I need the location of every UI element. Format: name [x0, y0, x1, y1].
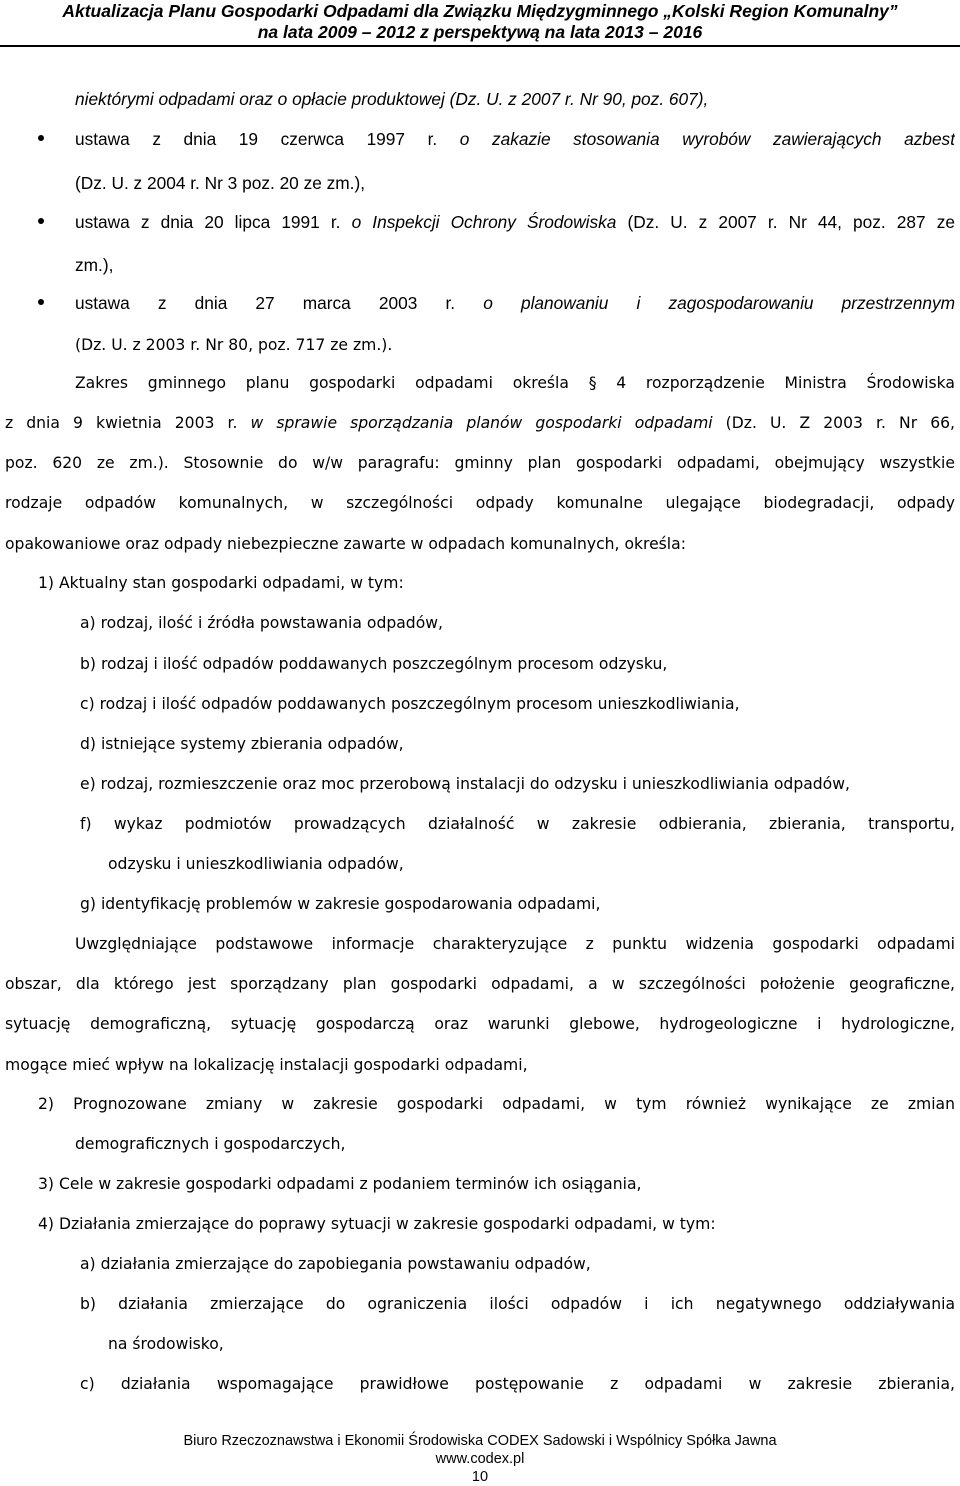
header-title-line1: Aktualizacja Planu Gospodarki Odpadami dla Związku Międzygminnego „Kolski Region Komunalny” [62, 1, 898, 21]
text-line: (Dz. U. z 2003 r. Nr 80, poz. 717 ze zm.). [75, 336, 393, 354]
paragraph-line: Zakres gminnego planu gospodarki odpadami określa § 4 rozporządzenie Ministra Środowiska [75, 374, 955, 392]
numbered-item: 3) Cele w zakresie gospodarki odpadami z podaniem terminów ich osiągania, [38, 1175, 642, 1193]
sub-item: g) identyfikację problemów w zakresie gospodarowania odpadami, [80, 895, 601, 913]
sub-item: a) działania zmierzające do zapobiegania powstawaniu odpadów, [80, 1255, 591, 1273]
paragraph-line: opakowaniowe oraz odpady niebezpieczne zawarte w odpadach komunalnych, określa: [5, 535, 686, 553]
paragraph-line: Uwzględniające podstawowe informacje charakteryzujące z punktu widzenia gospodarki odpadami [75, 935, 955, 953]
footer-company: Biuro Rzeczoznawstwa i Ekonomii Środowiska CODEX Sadowski i Wspólnicy Spółka Jawna [183, 1433, 777, 1449]
sub-item: c) działania wspomagające prawidłowe postępowanie z odpadami w zakresie zbierania, [80, 1375, 955, 1393]
numbered-item: 2) Prognozowane zmiany w zakresie gospodarki odpadami, w tym również wynikające ze zmian [38, 1095, 955, 1113]
sub-item: f) wykaz podmiotów prowadzących działalność w zakresie odbierania, zbierania, transportu, [80, 815, 955, 833]
paragraph-line: sytuację demograficzną, sytuację gospodarczą oraz warunki glebowe, hydrogeologiczne i hydrologiczne, [5, 1015, 955, 1033]
list-item: ustawa z dnia 19 czerwca 1997 r. o zakazie stosowania wyrobów zawierających azbest [75, 129, 955, 149]
sub-item-continuation: na środowisko, [108, 1335, 224, 1353]
text-line: niektórymi odpadami oraz o opłacie produktowej (Dz. U. z 2007 r. Nr 90, poz. 607), [75, 89, 709, 109]
header-rule [0, 45, 960, 47]
sub-item-continuation: odzysku i unieszkodliwiania odpadów, [108, 855, 404, 873]
paragraph-line: obszar, dla którego jest sporządzany plan gospodarki odpadami, a w szczególności położenie geograficzne, [5, 975, 955, 993]
sub-item: b) rodzaj i ilość odpadów poddawanych poszczególnym procesom odzysku, [80, 655, 668, 673]
list-item: ustawa z dnia 27 marca 2003 r. o planowaniu i zagospodarowaniu przestrzennym [75, 293, 955, 313]
paragraph-line: mogące mieć wpływ na lokalizację instalacji gospodarki odpadami, [5, 1056, 528, 1074]
text-line: (Dz. U. z 2004 r. Nr 3 poz. 20 ze zm.), [75, 173, 366, 193]
sub-item: e) rodzaj, rozmieszczenie oraz moc przerobową instalacji do odzysku i unieszkodliwiania odpadów, [80, 775, 850, 793]
paragraph-line: z dnia 9 kwietnia 2003 r. w sprawie sporządzania planów gospodarki odpadami (Dz. U. Z 2003 r. Nr 66, [5, 414, 955, 432]
page-number: 10 [471, 1469, 489, 1485]
bullet-icon [38, 135, 44, 141]
bullet-icon [38, 299, 44, 305]
numbered-item: 1) Aktualny stan gospodarki odpadami, w tym: [38, 574, 404, 592]
bullet-icon [38, 218, 44, 224]
paragraph-line: poz. 620 ze zm.). Stosownie do w/w paragrafu: gminny plan gospodarki odpadami, obejmujący wszystkie [5, 454, 955, 472]
numbered-item-continuation: demograficznych i gospodarczych, [75, 1135, 346, 1153]
list-item: ustawa z dnia 20 lipca 1991 r. o Inspekcji Ochrony Środowiska (Dz. U. z 2007 r. Nr 44, poz. 287 ze [75, 212, 955, 232]
page-footer [0, 1432, 960, 1486]
text-line: zm.), [75, 255, 114, 275]
paragraph-line: rodzaje odpadów komunalnych, w szczególności odpady komunalne ulegające biodegradacji, odpady [5, 494, 955, 512]
footer-website: www.codex.pl [435, 1451, 525, 1467]
numbered-item: 4) Działania zmierzające do poprawy sytuacji w zakresie gospodarki odpadami, w tym: [38, 1215, 716, 1233]
sub-item: c) rodzaj i ilość odpadów poddawanych poszczególnym procesom unieszkodliwiania, [80, 695, 740, 713]
sub-item: d) istniejące systemy zbierania odpadów, [80, 735, 404, 753]
page-header [0, 0, 960, 46]
header-title-line2: na lata 2009 – 2012 z perspektywą na lata 2013 – 2016 [257, 22, 703, 42]
sub-item: b) działania zmierzające do ograniczenia ilości odpadów i ich negatywnego oddziaływania [80, 1295, 955, 1313]
sub-item: a) rodzaj, ilość i źródła powstawania odpadów, [80, 614, 443, 632]
